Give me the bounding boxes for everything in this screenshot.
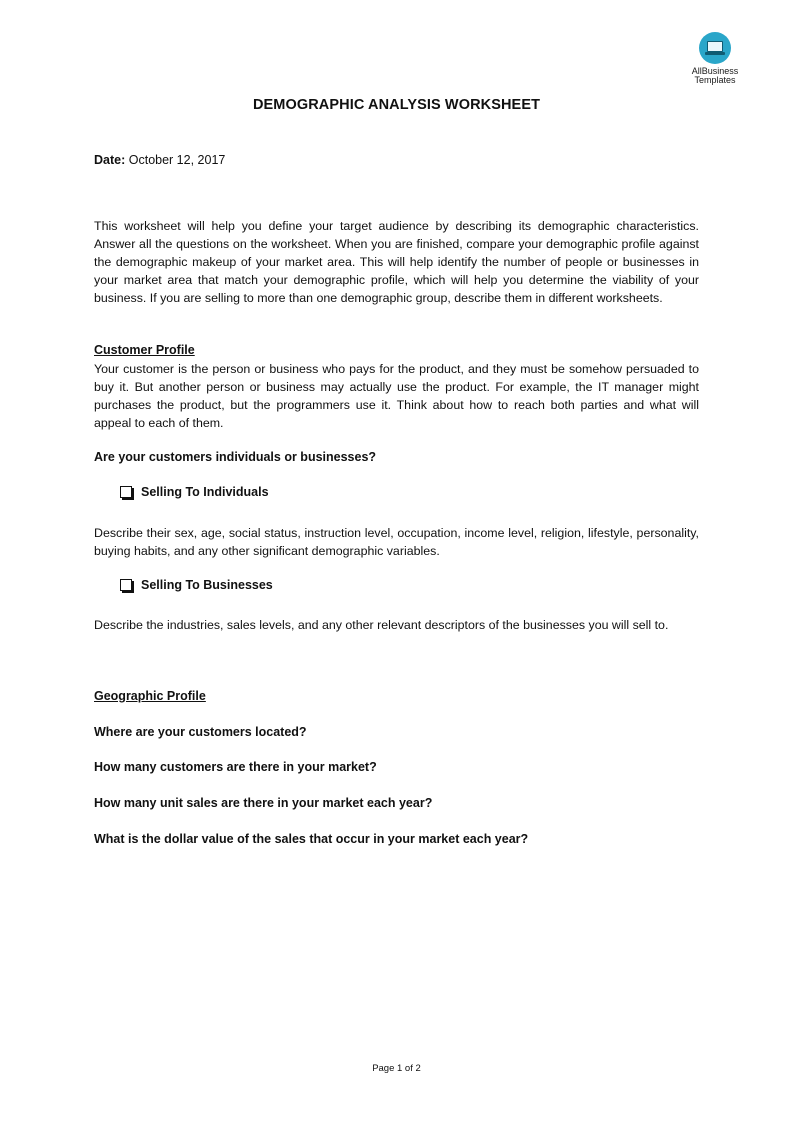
allbusiness-logo [684, 32, 746, 85]
businesses-description: Describe the industries, sales levels, and any other relevant descriptors of the businesses you will sell to. [94, 618, 669, 632]
geographic-profile-heading: Geographic Profile [94, 689, 206, 703]
date-value: October 12, 2017 [128, 153, 226, 167]
geo-question-unit-sales: How many unit sales are there in your market each year? [94, 796, 433, 810]
customer-type-question: Are your customers individuals or businesses? [94, 450, 377, 464]
customer-profile-heading: Customer Profile [94, 343, 195, 357]
geo-question-dollar-value: What is the dollar value of the sales that occur in your market each year? [94, 832, 529, 846]
logo-text-line2: Templates [694, 75, 736, 85]
date-label: Date: [94, 153, 126, 167]
individuals-option[interactable] [120, 485, 269, 499]
laptop-icon [699, 32, 731, 64]
businesses-option-label: Selling To Businesses [141, 578, 273, 592]
page-number: Page 1 of 2 [372, 1063, 421, 1074]
businesses-checkbox[interactable] [120, 579, 132, 591]
geo-question-customers: How many customers are there in your market? [94, 760, 377, 774]
document-title: DEMOGRAPHIC ANALYSIS WORKSHEET [252, 97, 541, 113]
customer-profile-paragraph: Your customer is the person or business who pays for the product, and they must be somehow persuaded to buy it. But another person or business may actually use the product. For example, the IT manager might purchases the product, but the programmers use it. Think about how to reach both parties and what will appeal to each of them. [94, 362, 699, 430]
businesses-option[interactable] [120, 578, 273, 592]
individuals-option-label: Selling To Individuals [141, 485, 269, 499]
individuals-description: Describe their sex, age, social status, instruction level, occupation, income level, religion, lifestyle, personality, buying habits, and any other significant demographic variables. [94, 526, 699, 558]
logo-text-line1: AllBusiness [691, 66, 739, 76]
intro-paragraph: This worksheet will help you define your target audience by describing its demographic characteristics. Answer all the questions on the worksheet. When you are finished, compare your demographic profile against the demographic makeup of your market area. This will help identify the number of people or businesses in your market area that match your demographic profile, which will help you determine the viability of your business. If you are selling to more than one demographic group, describe them in different worksheets. [94, 219, 699, 305]
geo-question-location: Where are your customers located? [94, 725, 307, 739]
individuals-checkbox[interactable] [120, 486, 132, 498]
date-line [94, 153, 225, 167]
